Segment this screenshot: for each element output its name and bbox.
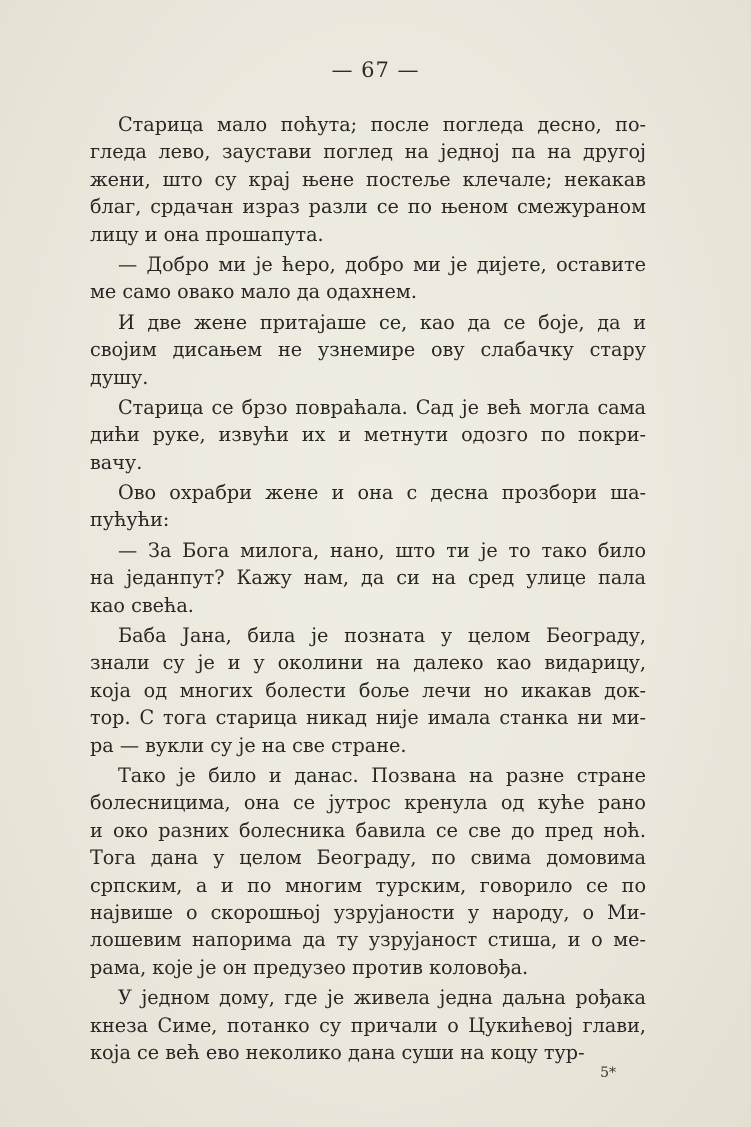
text-line: гледа лево, заустави поглед на једној па на другој (90, 140, 646, 164)
text-line: Баба Јана, била је позната у целом Београду, (118, 624, 646, 648)
text-line: — За Бога милога, нано, што ти је то тако било (118, 538, 646, 562)
text-line: болесницима, она се јутрос кренула од куће рано (90, 791, 646, 815)
text-line: душу. (90, 365, 149, 389)
text-line: Ово охрабри жене и она с десна прозбори ша- (118, 481, 646, 505)
paragraph (90, 537, 646, 619)
paragraph (90, 622, 646, 759)
text-line: лошевим напорима да ту узрујаност стиша, и о ме- (90, 928, 646, 952)
page-number: — 67 — (331, 58, 420, 82)
text-line: српским, а и по многим турским, говорило се по (90, 873, 646, 897)
text-line: на једанпут? Кажу нам, да си на сред улице пала (90, 566, 646, 590)
text-line: која од многих болести боље лечи но икакав док- (90, 678, 646, 702)
text-line: знали су је и у околини на далеко као видарицу, (90, 651, 646, 675)
signature-mark: 5* (600, 1065, 616, 1081)
paragraph (90, 762, 646, 981)
text-line: Тога дана у целом Београду, по свима домовима (90, 846, 646, 870)
paragraph (90, 251, 646, 306)
text-line: вачу. (90, 450, 143, 474)
paragraph (90, 479, 646, 534)
text-line: као свећа. (90, 593, 194, 617)
paragraph (90, 394, 646, 476)
text-line: ме само овако мало да одахнем. (90, 280, 417, 304)
text-line: жени, што су крај њене постеље клечале; некакав (90, 167, 646, 191)
text-line: тор. С тога старица никад није имала станка ни ми- (90, 706, 646, 730)
text-line: Тако је било и данас. Позвана на разне стране (118, 763, 646, 787)
paragraph (90, 111, 646, 248)
text-line: У једном дому, где је живела једна даљна рођака (118, 986, 646, 1010)
text-line: И две жене притајаше се, као да се боје, да и (118, 310, 646, 334)
text-line: и око разних болесника бавила се све до пред ноћ. (90, 818, 646, 842)
body-text (90, 111, 646, 1069)
text-line: пућући: (90, 508, 170, 532)
text-line: највише о скорошњој узрујаности у народу, о Ми- (90, 900, 646, 924)
text-line: Старица мало поћута; после погледа десно, по- (118, 113, 646, 136)
text-line: — Добро ми је ћеро, добро ми је дијете, оставите (118, 252, 646, 276)
text-line: која се већ ево неколико дана суши на коцу тур- (90, 1040, 585, 1064)
text-line: кнеза Симе, потанко су причали о Цукићевој глави, (90, 1013, 646, 1037)
text-line: рама, које је он предузео против коловођа. (90, 955, 529, 979)
text-line: дићи руке, извући их и метнути одозго по покри- (90, 423, 646, 447)
text-line: Старица се брзо повраћала. Сад је већ могла сама (118, 395, 646, 419)
text-line: ра — вукли су је на све стране. (90, 733, 407, 757)
text-line: благ, срдачан израз разли се по њеном смежураном (90, 195, 646, 219)
text-line: својим дисањем не узнемире ову слабачку стару (90, 338, 646, 362)
text-line: лицу и она прошапута. (90, 222, 324, 246)
paragraph (90, 984, 646, 1066)
paragraph (90, 309, 646, 391)
